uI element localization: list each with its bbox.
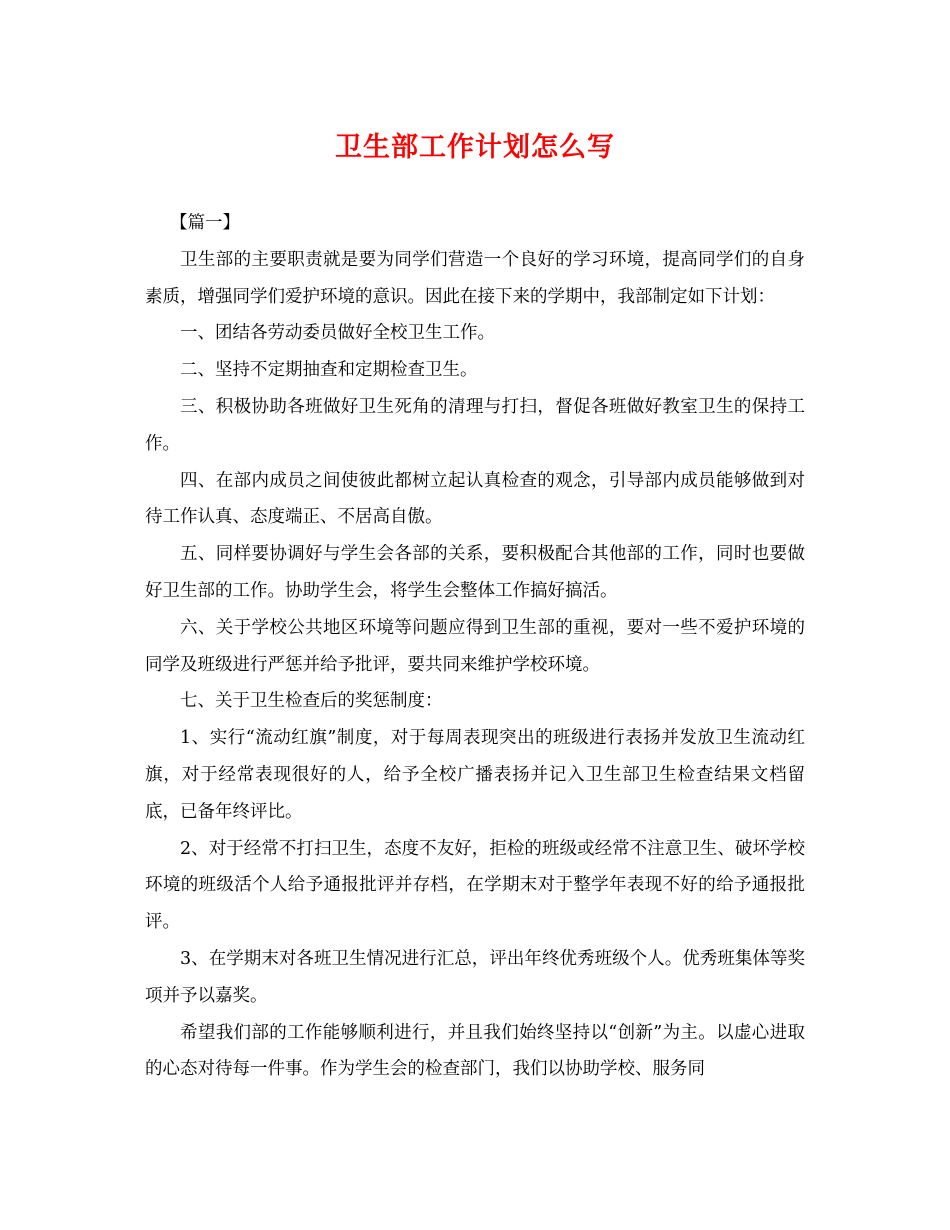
paragraph-item-7: 七、关于卫生检查后的奖惩制度： [180,691,443,712]
document-title: 卫生部工作计划怎么写 [335,132,615,163]
paragraph-item-2: 二、坚持不定期抽查和定期检查卫生。 [180,360,478,381]
section-heading: 【篇一】 [170,213,240,233]
paragraph-item-6: 六、关于学校公共地区环境等问题应得到卫生部的重视，要对一些不爱护环境的同学及班级进行严惩并给予批评，要共同来维护学校环境。 [145,617,805,675]
paragraph-item-3: 三、积极协助各班做好卫生死角的清理与打扫，督促各班做好教室卫生的保持工作。 [145,396,805,454]
paragraph-rule-3: 3、在学期末对各班卫生情况进行汇总，评出年终优秀班级个人。优秀班集体等奖项并予以嘉奖。 [145,948,805,1006]
paragraph-item-4: 四、在部内成员之间使彼此都树立起认真检查的观念，引导部内成员能够做到对待工作认真、态度端正、不居高自傲。 [145,470,805,528]
document-body [145,205,805,1088]
paragraph-rule-1: 1、实行“流动红旗”制度，对于每周表现突出的班级进行表扬并发放卫生流动红旗，对于经常表现很好的人，给予全校广播表扬并记入卫生部卫生检查结果文档留底，已备年终评比。 [145,728,805,822]
paragraph-item-1: 一、团结各劳动委员做好全校卫生工作。 [180,323,495,344]
paragraph-item-5: 五、同样要协调好与学生会各部的关系，要积极配合其他部的工作，同时也要做好卫生部的工作。协助学生会，将学生会整体工作搞好搞活。 [145,544,805,601]
paragraph-intro: 卫生部的主要职责就是要为同学们营造一个良好的学习环境，提高同学们的自身素质，增强同学们爱护环境的意识。因此在接下来的学期中，我部制定如下计划： [145,249,805,307]
paragraph-rule-2: 2、对于经常不打扫卫生，态度不友好，拒检的班级或经常不注意卫生、破坏学校环境的班级活个人给予通报批评并存档，在学期末对于整学年表现不好的给予通报批评。 [145,838,805,933]
paragraph-closing: 希望我们部的工作能够顺利进行，并且我们始终坚持以“创新”为主。以虚心进取的心态对待每一件事。作为学生会的检查部门，我们以协助学校、服务同 [145,1022,805,1080]
